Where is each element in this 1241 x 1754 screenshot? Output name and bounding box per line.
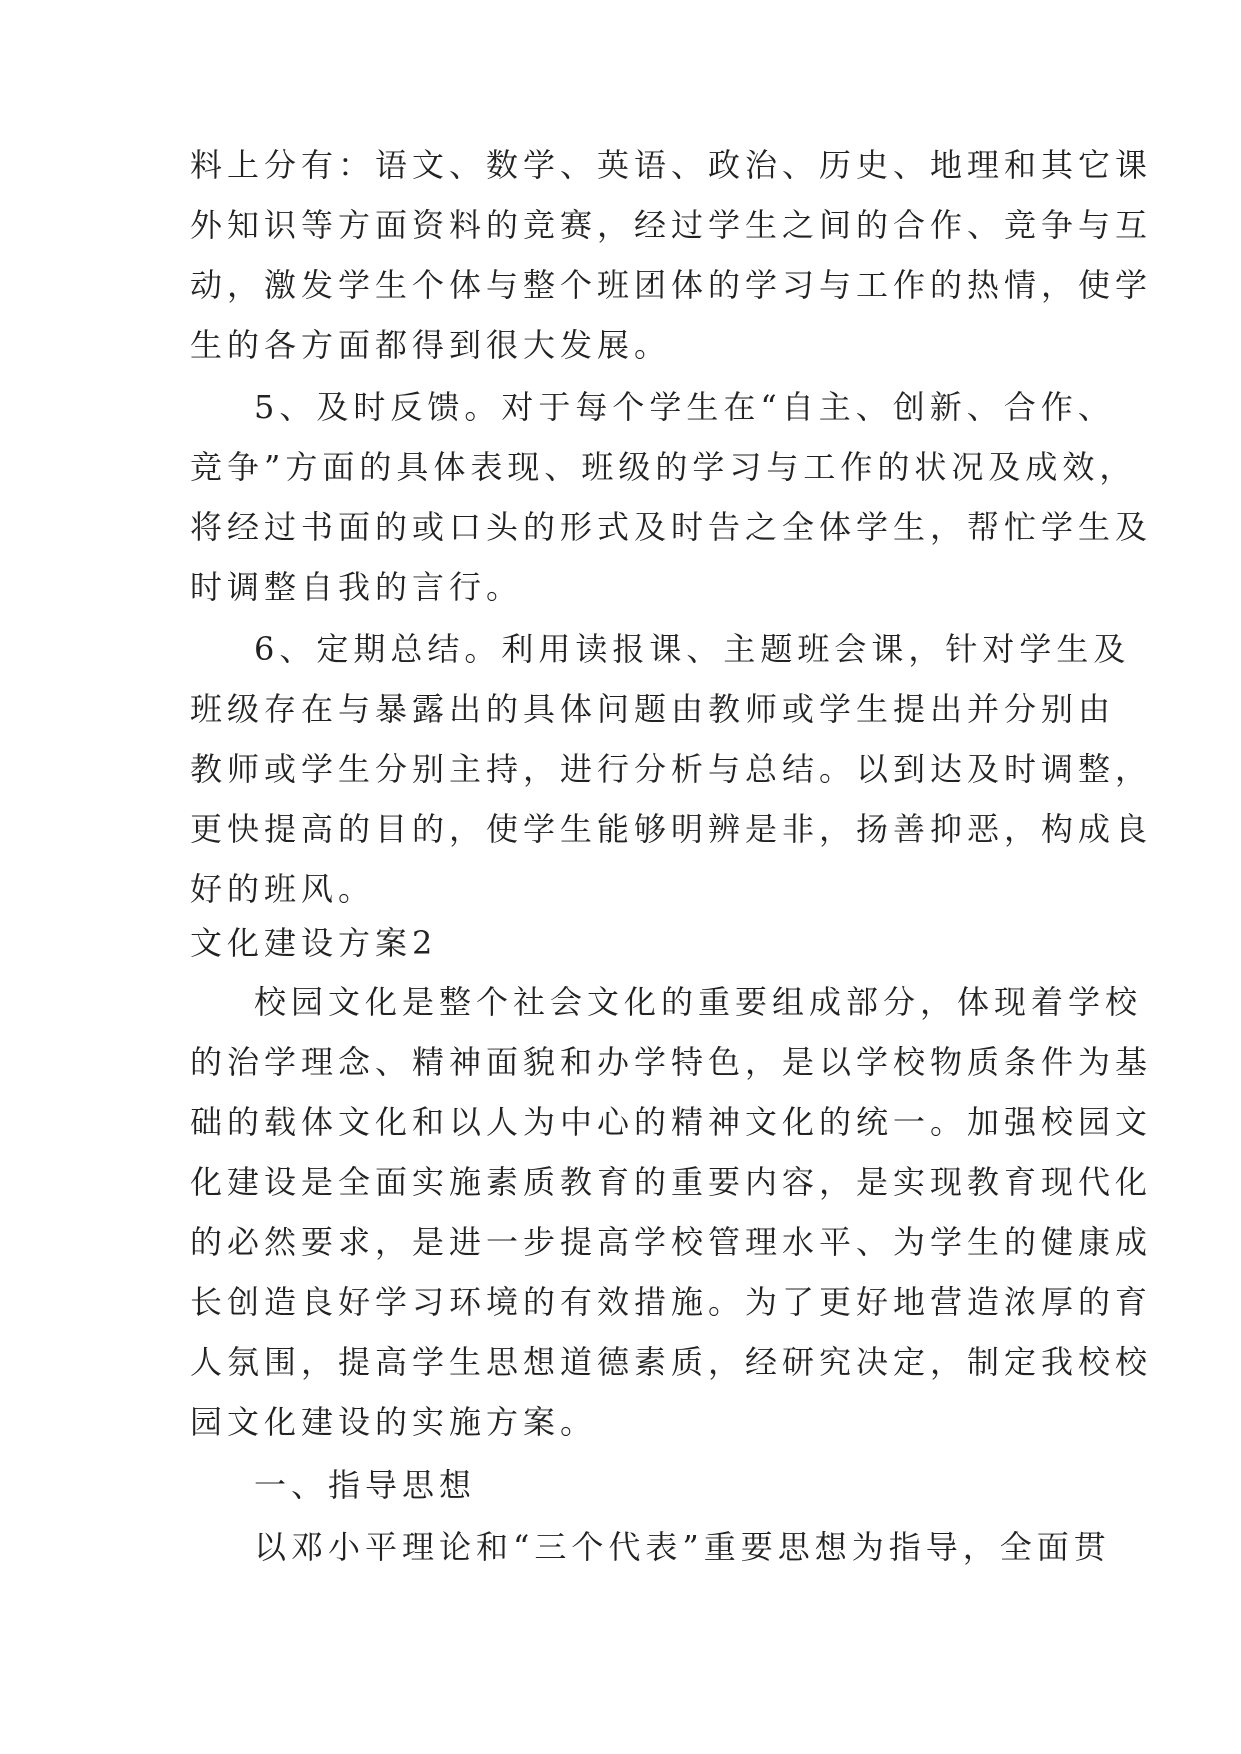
text-line: 园文化建设的实施方案。 <box>190 1403 598 1441</box>
document-body <box>190 0 1153 1754</box>
text-line: 长创造良好学习环境的有效措施。为了更好地营造浓厚的育 <box>190 1283 1153 1321</box>
text-line: 竞争”方面的具体表现、班级的学习与工作的状况及成效， <box>190 448 1137 486</box>
text-line: 的治学理念、精神面貌和办学特色，是以学校物质条件为基 <box>190 1043 1153 1081</box>
text-line: 教师或学生分别主持，进行分析与总结。以到达及时调整， <box>190 750 1153 788</box>
text-line: 的必然要求，是进一步提高学校管理水平、为学生的健康成 <box>190 1223 1153 1261</box>
text-line: 础的载体文化和以人为中心的精神文化的统一。加强校园文 <box>190 1103 1153 1141</box>
text-line: 外知识等方面资料的竞赛，经过学生之间的合作、竞争与互 <box>190 206 1153 244</box>
text-line: 料上分有：语文、数学、英语、政治、历史、地理和其它课 <box>190 146 1153 184</box>
text-line: 将经过书面的或口头的形式及时告之全体学生，帮忙学生及 <box>190 508 1153 546</box>
text-line: 更快提高的目的，使学生能够明辨是非，扬善抑恶，构成良 <box>190 810 1153 848</box>
text-line: 6、定期总结。利用读报课、主题班会课，针对学生及 <box>254 630 1131 668</box>
text-line: 化建设是全面实施素质教育的重要内容，是实现教育现代化 <box>190 1163 1153 1201</box>
text-line: 5、及时反馈。对于每个学生在“自主、创新、合作、 <box>254 388 1115 426</box>
section-heading: 文化建设方案2 <box>190 924 438 962</box>
text-line: 以邓小平理论和“三个代表”重要思想为指导，全面贯 <box>254 1528 1111 1566</box>
text-line: 班级存在与暴露出的具体问题由教师或学生提出并分别由 <box>190 690 1116 728</box>
text-line: 好的班风。 <box>190 870 376 908</box>
text-line: 人氛围，提高学生思想道德素质，经研究决定，制定我校校 <box>190 1343 1153 1381</box>
text-line: 校园文化是整个社会文化的重要组成部分，体现着学校 <box>254 983 1143 1021</box>
text-line: 生的各方面都得到很大发展。 <box>190 326 672 364</box>
subsection-heading: 一、指导思想 <box>254 1466 477 1504</box>
text-line: 时调整自我的言行。 <box>190 568 524 606</box>
text-line: 动，激发学生个体与整个班团体的学习与工作的热情，使学 <box>190 266 1153 304</box>
